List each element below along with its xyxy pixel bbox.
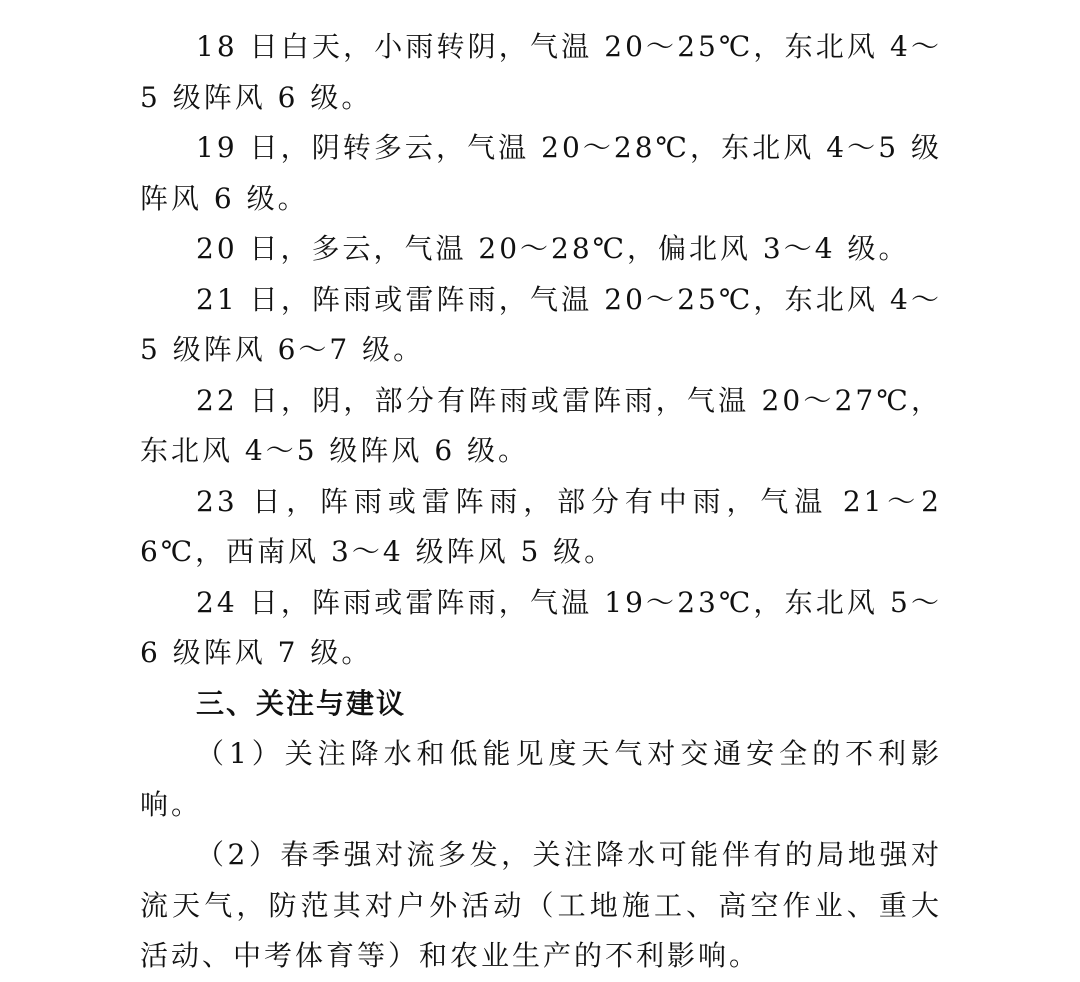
document-page: [140, 22, 942, 982]
forecast-day-22: 22 日，阴，部分有阵雨或雷阵雨，气温 20～27℃，东北风 4～5 级阵风 6 级。: [140, 383, 942, 467]
section-heading: 三、关注与建议: [196, 686, 407, 720]
forecast-day-18: 18 日白天，小雨转阴，气温 20～25℃，东北风 4～5 级阵风 6 级。: [140, 30, 942, 114]
forecast-day-20: 20 日，多云，气温 20～28℃，偏北风 3～4 级。: [196, 232, 910, 265]
forecast-day-19: 19 日，阴转多云，气温 20～28℃，东北风 4～5 级阵风 6 级。: [140, 131, 942, 215]
forecast-day-21: 21 日，阵雨或雷阵雨，气温 20～25℃，东北风 4～5 级阵风 6～7 级。: [140, 282, 942, 366]
suggestion-item-2: （2）春季强对流多发，关注降水可能伴有的局地强对流天气，防范其对户外活动（工地施工、高空作业、重大活动、中考体育等）和农业生产的不利影响。: [140, 838, 942, 972]
suggestion-item-1: （1）关注降水和低能见度天气对交通安全的不利影响。: [140, 737, 942, 821]
forecast-day-23: 23 日，阵雨或雷阵雨，部分有中雨，气温 21～26℃，西南风 3～4 级阵风 5 级。: [140, 484, 942, 568]
forecast-day-24: 24 日，阵雨或雷阵雨，气温 19～23℃，东北风 5～6 级阵风 7 级。: [140, 585, 942, 669]
